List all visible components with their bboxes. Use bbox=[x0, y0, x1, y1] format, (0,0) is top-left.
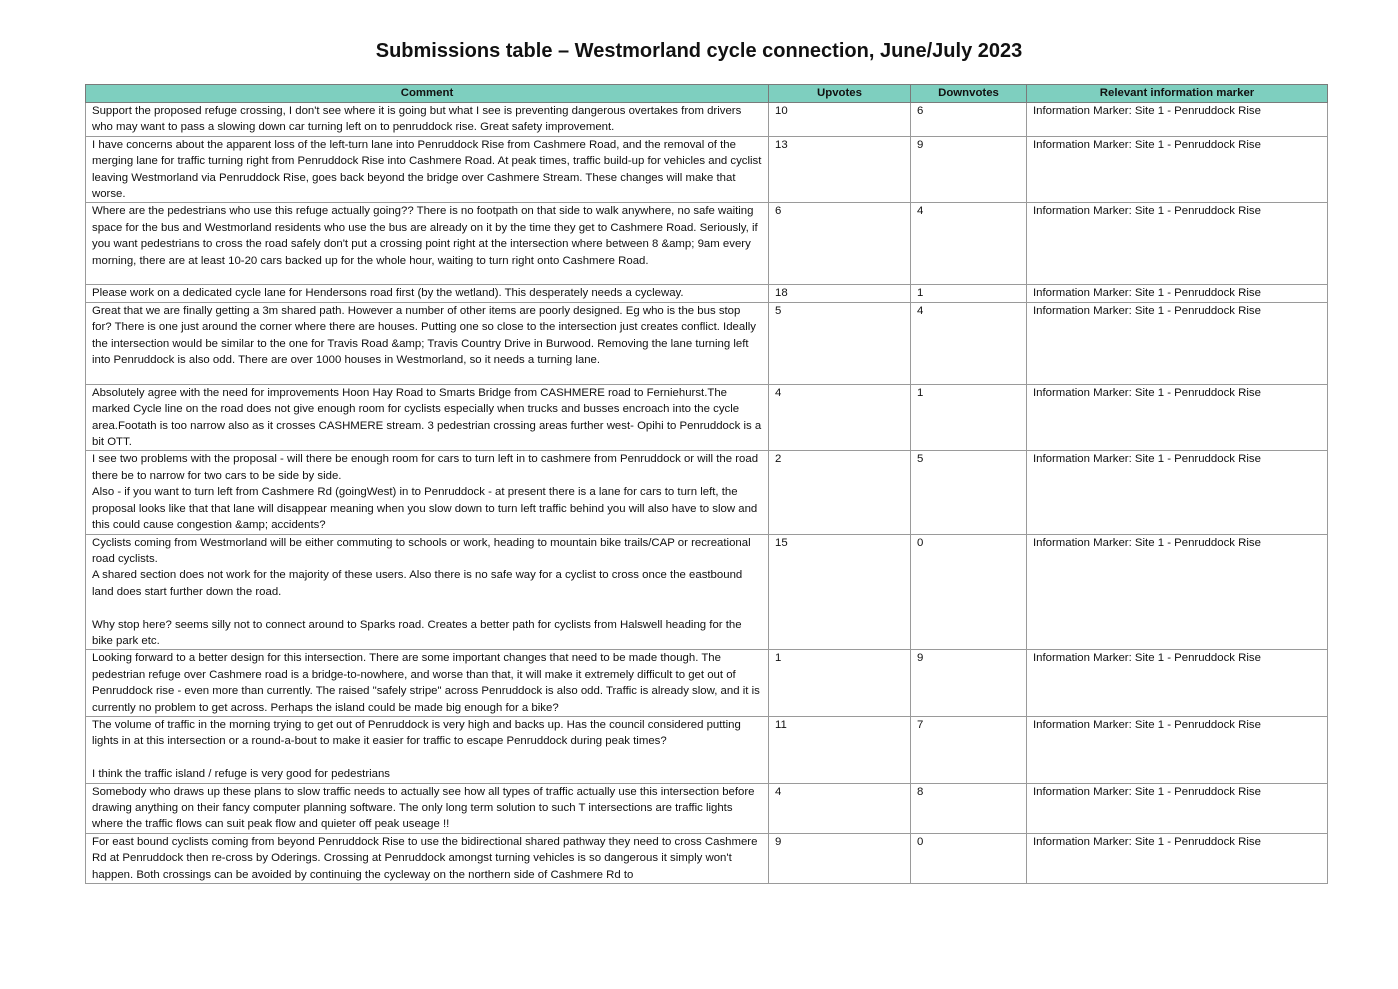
comment-cell: Somebody who draws up these plans to slow traffic needs to actually see how all types of traffic actually use this intersection before drawing anything on their fancy computer planning software. The only long term solution to such T intersections are traffic lights where the traffic flows can suit peak flow and quieter off peak useage !! bbox=[86, 783, 769, 833]
marker-cell: Information Marker: Site 1 - Penruddock Rise bbox=[1027, 534, 1328, 650]
comment-cell: Looking forward to a better design for this intersection. There are some important changes that need to be made though. The pedestrian refuge over Cashmere road is a bridge-to-nowhere, and worse than that, it will make it extremely difficult to get out of Penruddock rise - even more than currently. The raised "safely stripe" across Penruddock is also odd. Traffic is already slow, and it is currently no problem to get across. Perhaps the island could be made big enough for a bike? bbox=[86, 650, 769, 717]
upvotes-cell: 5 bbox=[769, 302, 911, 384]
comment-cell: Absolutely agree with the need for improvements Hoon Hay Road to Smarts Bridge from CASHMERE road to Ferniehurst.The marked Cycle line on the road does not give enough room for cyclists especially when trucks and busses encroach into the cycle area.Footath is too narrow also as it crosses CASHMERE stream. 3 pedestrian crossing areas further west- Opihi to Penruddock is a bit OTT. bbox=[86, 384, 769, 451]
upvotes-cell: 18 bbox=[769, 285, 911, 302]
comment-cell: For east bound cyclists coming from beyond Penruddock Rise to use the bidirectional shared pathway they need to cross Cashmere Rd at Penruddock then re-cross by Oderings. Crossing at Penruddock amongst turning vehicles is so dangerous it simply won't happen. Both crossings can be avoided by continuing the cycleway on the northern side of Cashmere Rd to bbox=[86, 833, 769, 883]
column-header-marker: Relevant information marker bbox=[1027, 85, 1328, 103]
marker-cell: Information Marker: Site 1 - Penruddock Rise bbox=[1027, 103, 1328, 137]
downvotes-cell: 5 bbox=[911, 451, 1027, 534]
comment-cell: The volume of traffic in the morning trying to get out of Penruddock is very high and backs up. Has the council considered putting lights in at this intersection or a round-a-bout to make it easier for traffic to escape Penruddock during peak times? I think the traffic island / refuge is very good for pedestrians bbox=[86, 716, 769, 783]
upvotes-cell: 4 bbox=[769, 384, 911, 451]
comment-cell: Support the proposed refuge crossing, I don't see where it is going but what I see is preventing dangerous overtakes from drivers who may want to pass a slowing down car turning left on to penruddock rise. Great safety improvement. bbox=[86, 103, 769, 137]
marker-cell: Information Marker: Site 1 - Penruddock Rise bbox=[1027, 716, 1328, 783]
table-row bbox=[86, 203, 1328, 285]
upvotes-cell: 13 bbox=[769, 136, 911, 203]
marker-cell: Information Marker: Site 1 - Penruddock Rise bbox=[1027, 650, 1328, 717]
column-header-comment: Comment bbox=[86, 85, 769, 103]
upvotes-cell: 10 bbox=[769, 103, 911, 137]
upvotes-cell: 2 bbox=[769, 451, 911, 534]
upvotes-cell: 11 bbox=[769, 716, 911, 783]
comment-cell: Where are the pedestrians who use this refuge actually going?? There is no footpath on that side to walk anywhere, no safe waiting space for the bus and Westmorland residents who use the bus are already on it by the time they get to Cashmere Road. Seriously, if you want pedestrians to cross the road safely don't put a crossing point right at the intersection where between 8 &amp; 9am every morning, there are at least 10-20 cars backed up for the whole hour, waiting to turn right onto Cashmere Road. bbox=[86, 203, 769, 285]
upvotes-cell: 6 bbox=[769, 203, 911, 285]
comment-cell: I have concerns about the apparent loss of the left-turn lane into Penruddock Rise from Cashmere Road, and the removal of the merging lane for traffic turning right from Penruddock Rise into Cashmere Road. At peak times, traffic build-up for vehicles and cyclist leaving Westmorland via Penruddock Rise, goes back beyond the bridge over Cashmere Stream. These changes will make that worse. bbox=[86, 136, 769, 203]
downvotes-cell: 1 bbox=[911, 384, 1027, 451]
comment-cell: Great that we are finally getting a 3m shared path. However a number of other items are poorly designed. Eg who is the bus stop for? There is one just around the corner where there are houses. Putting one so close to the intersection just creates conflict. Ideally the intersection would be similar to the one for Travis Road &amp; Travis Country Drive in Burwood. Removing the lane turning left into Penruddock is also odd. There are over 1000 houses in Westmorland, so it needs a turning lane. bbox=[86, 302, 769, 384]
table-row bbox=[86, 302, 1328, 384]
column-header-upvotes: Upvotes bbox=[769, 85, 911, 103]
downvotes-cell: 1 bbox=[911, 285, 1027, 302]
downvotes-cell: 4 bbox=[911, 302, 1027, 384]
table-row bbox=[86, 103, 1328, 137]
downvotes-cell: 6 bbox=[911, 103, 1027, 137]
marker-cell: Information Marker: Site 1 - Penruddock Rise bbox=[1027, 136, 1328, 203]
upvotes-cell: 15 bbox=[769, 534, 911, 650]
downvotes-cell: 9 bbox=[911, 650, 1027, 717]
downvotes-cell: 0 bbox=[911, 833, 1027, 883]
table-row bbox=[86, 783, 1328, 833]
table-row bbox=[86, 650, 1328, 717]
table-row bbox=[86, 136, 1328, 203]
page-title: Submissions table – Westmorland cycle connection, June/July 2023 bbox=[375, 40, 1023, 62]
marker-cell: Information Marker: Site 1 - Penruddock Rise bbox=[1027, 285, 1328, 302]
table-row bbox=[86, 534, 1328, 650]
column-header-downvotes: Downvotes bbox=[911, 85, 1027, 103]
table-row bbox=[86, 716, 1328, 783]
upvotes-cell: 4 bbox=[769, 783, 911, 833]
submissions-table bbox=[85, 84, 1328, 884]
table-row bbox=[86, 285, 1328, 302]
comment-cell: Please work on a dedicated cycle lane for Hendersons road first (by the wetland). This desperately needs a cycleway. bbox=[86, 285, 769, 302]
marker-cell: Information Marker: Site 1 - Penruddock Rise bbox=[1027, 384, 1328, 451]
downvotes-cell: 9 bbox=[911, 136, 1027, 203]
marker-cell: Information Marker: Site 1 - Penruddock Rise bbox=[1027, 833, 1328, 883]
upvotes-cell: 1 bbox=[769, 650, 911, 717]
marker-cell: Information Marker: Site 1 - Penruddock Rise bbox=[1027, 203, 1328, 285]
downvotes-cell: 7 bbox=[911, 716, 1027, 783]
comment-cell: I see two problems with the proposal - will there be enough room for cars to turn left in to cashmere from Penruddock or will the road there be to narrow for two cars to be side by side. Also - if you want to turn left from Cashmere Rd (goingWest) in to Penruddock - at present there is a lane for cars to turn left, the proposal looks like that that lane will disappear meaning when you slow down to turn left traffic behind you will also have to slow and this could cause congestion &amp; accidents? bbox=[86, 451, 769, 534]
table-row bbox=[86, 384, 1328, 451]
table-row bbox=[86, 451, 1328, 534]
table-row bbox=[86, 833, 1328, 883]
marker-cell: Information Marker: Site 1 - Penruddock Rise bbox=[1027, 451, 1328, 534]
upvotes-cell: 9 bbox=[769, 833, 911, 883]
downvotes-cell: 8 bbox=[911, 783, 1027, 833]
marker-cell: Information Marker: Site 1 - Penruddock Rise bbox=[1027, 302, 1328, 384]
table-header-row bbox=[86, 85, 1328, 103]
comment-cell: Cyclists coming from Westmorland will be either commuting to schools or work, heading to mountain bike trails/CAP or recreational road cyclists. A shared section does not work for the majority of these users. Also there is no safe way for a cyclist to cross once the eastbound land does start further down the road. Why stop here? seems silly not to connect around to Sparks road. Creates a better path for cyclists from Halswell heading for the bike park etc. bbox=[86, 534, 769, 650]
marker-cell: Information Marker: Site 1 - Penruddock Rise bbox=[1027, 783, 1328, 833]
downvotes-cell: 0 bbox=[911, 534, 1027, 650]
downvotes-cell: 4 bbox=[911, 203, 1027, 285]
